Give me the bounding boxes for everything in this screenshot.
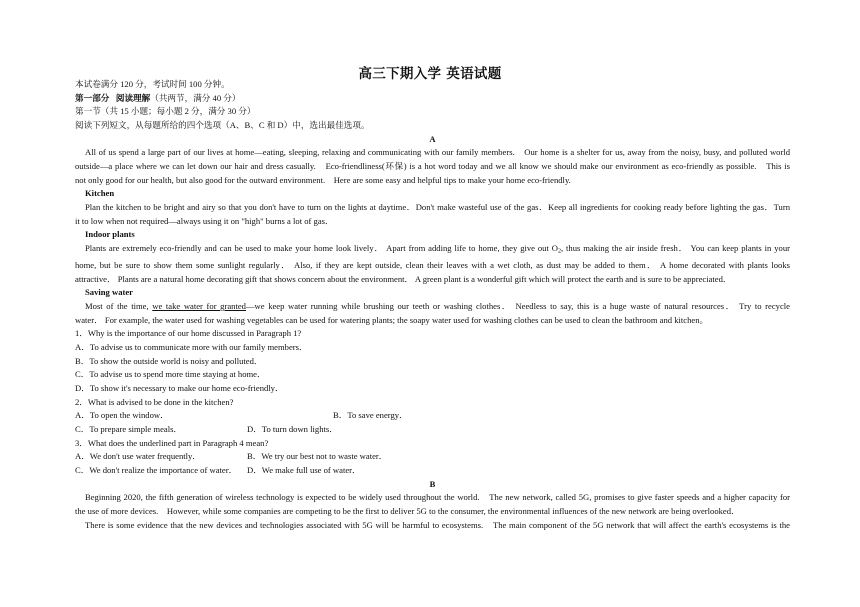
heading-indoor-plants: Indoor plants (85, 229, 135, 240)
part-heading (75, 92, 790, 106)
exam-info: 本试卷满分 120 分，考试时间 100 分钟。 (75, 79, 230, 89)
option: B．To show the outside world is noisy and polluted． (75, 355, 263, 366)
plants-line: home, but be sure to show them some sunlight regularly． Also, if they are kept outside, clean their leaves with a wet cloth, as dust may be added to them． A home decorated with plants looks (75, 260, 790, 271)
passage-a-label: A (429, 133, 436, 144)
water-line: water． For example, the water used for washing vegetables can be used for watering plants; the soapy water used for washing clothes can be used to clean the bathroom and kitchen。 (75, 314, 709, 325)
plants-line: attractive． Plants are a natural home decorating gift that shows concern about the environment． A green plant is a wonderful gift which will protect the earth and is sure to be appreciated． (75, 273, 732, 284)
option: A．To advise us to communicate more with our family members． (75, 341, 308, 352)
question-1: 1．Why is the importance of our home discussed in Paragraph 1? (75, 328, 302, 339)
heading-saving-water: Saving water (85, 287, 133, 298)
kitchen-line: Plan the kitchen to be bright and airy so that you don't have to turn on the lights at daytime．Don't make wasteful use of the gas．Keep all ingredients for cooking ready before lighting the gas．Turn (85, 201, 790, 212)
part-note: （共两节，满分 40 分） (150, 92, 241, 103)
option: C．We don't realize the importance of water． (75, 464, 238, 475)
options-row (75, 464, 790, 478)
water-text: Most of the time, (85, 301, 153, 311)
part-label: 第一部分 (75, 92, 110, 103)
option: A．To open the window． (75, 410, 169, 421)
option: B．To save energy． (333, 410, 408, 421)
option: B．We try our best not to waste water． (247, 451, 388, 462)
heading-kitchen: Kitchen (85, 188, 115, 199)
passage-a-line: not only good for our health, but also good for the outward environment. Here are some easy and helpful tips to make your home eco-friendly. (75, 174, 571, 185)
option: C．To prepare simple meals． (75, 423, 183, 434)
plants-text: , thus making the air inside fresh． You can keep plants in your (560, 242, 790, 253)
plants-line (75, 242, 790, 259)
question-3: 3．What does the underlined part in Paragraph 4 mean? (75, 437, 269, 448)
option: D．To turn down lights． (247, 423, 338, 434)
passage-a-line: All of us spend a large part of our lives at home—eating, sleeping, relaxing and communicating with our family members. Our home is a shelter for us, away from the noisy, busy, and polluted world (85, 147, 790, 158)
plants-text: Plants are extremely eco-friendly and can be used to make your home look lively． Apart from adding life to home, they give out O (85, 242, 558, 253)
page-title: 高三下期入学 英语试题 (358, 66, 502, 82)
passage-a-line: outside—a place where we can let down our hair and dress casually. Eco-friendliness(环保) is a hot word today and we all know we should make our environment as eco-friendly as possible. This is (75, 160, 790, 171)
options-row (75, 450, 790, 464)
options-row (75, 423, 790, 437)
passage-b-line: There is some evidence that the new devices and technologies associated with 5G will be harmful to ecosystems. The main component of the 5G network that will affect the earth's ecosystems is the (85, 519, 790, 530)
section-heading: 第一节（共 15 小题；每小题 2 分，满分 30 分） (75, 106, 256, 117)
kitchen-line: it to low when not required—always using it on "high" burns a lot of gas． (75, 215, 334, 226)
passage-b-label: B (429, 478, 436, 489)
option: D．We make full use of water． (247, 464, 361, 475)
water-text: —we keep water running while brushing our teeth or washing clothes． Needless to say, this is a huge waste of natural resources． Try to recycle (245, 301, 790, 311)
option: C．To advise us to spend more time staying at home． (75, 369, 266, 380)
water-line (75, 300, 790, 314)
option: A．We don't use water frequently． (75, 451, 201, 462)
oxygen-subscript: 2 (557, 248, 561, 255)
instruction: 阅读下列短文，从每题所给的四个选项（A、B、C 和 D）中，选出最佳选项。 (75, 119, 370, 130)
option: D．To show it's necessary to make our home eco-friendly． (75, 382, 284, 393)
options-row (75, 409, 790, 423)
passage-b-line: Beginning 2020, the fifth generation of wireless technology is expected to be widely used throughout the world. The new network, called 5G, promises to give faster speeds and a higher capacity for (85, 492, 790, 503)
underlined-phrase: we take water for granted (152, 301, 246, 311)
part-name: 阅读理解 (115, 92, 151, 103)
question-2: 2．What is advised to be done in the kitchen? (75, 396, 234, 407)
exam-content (75, 78, 790, 532)
passage-b-line: the use of more devices. However, while some companies are competing to be the first to deliver 5G to the consumer, the environmental influences of the new network are being overlooked． (75, 505, 740, 516)
